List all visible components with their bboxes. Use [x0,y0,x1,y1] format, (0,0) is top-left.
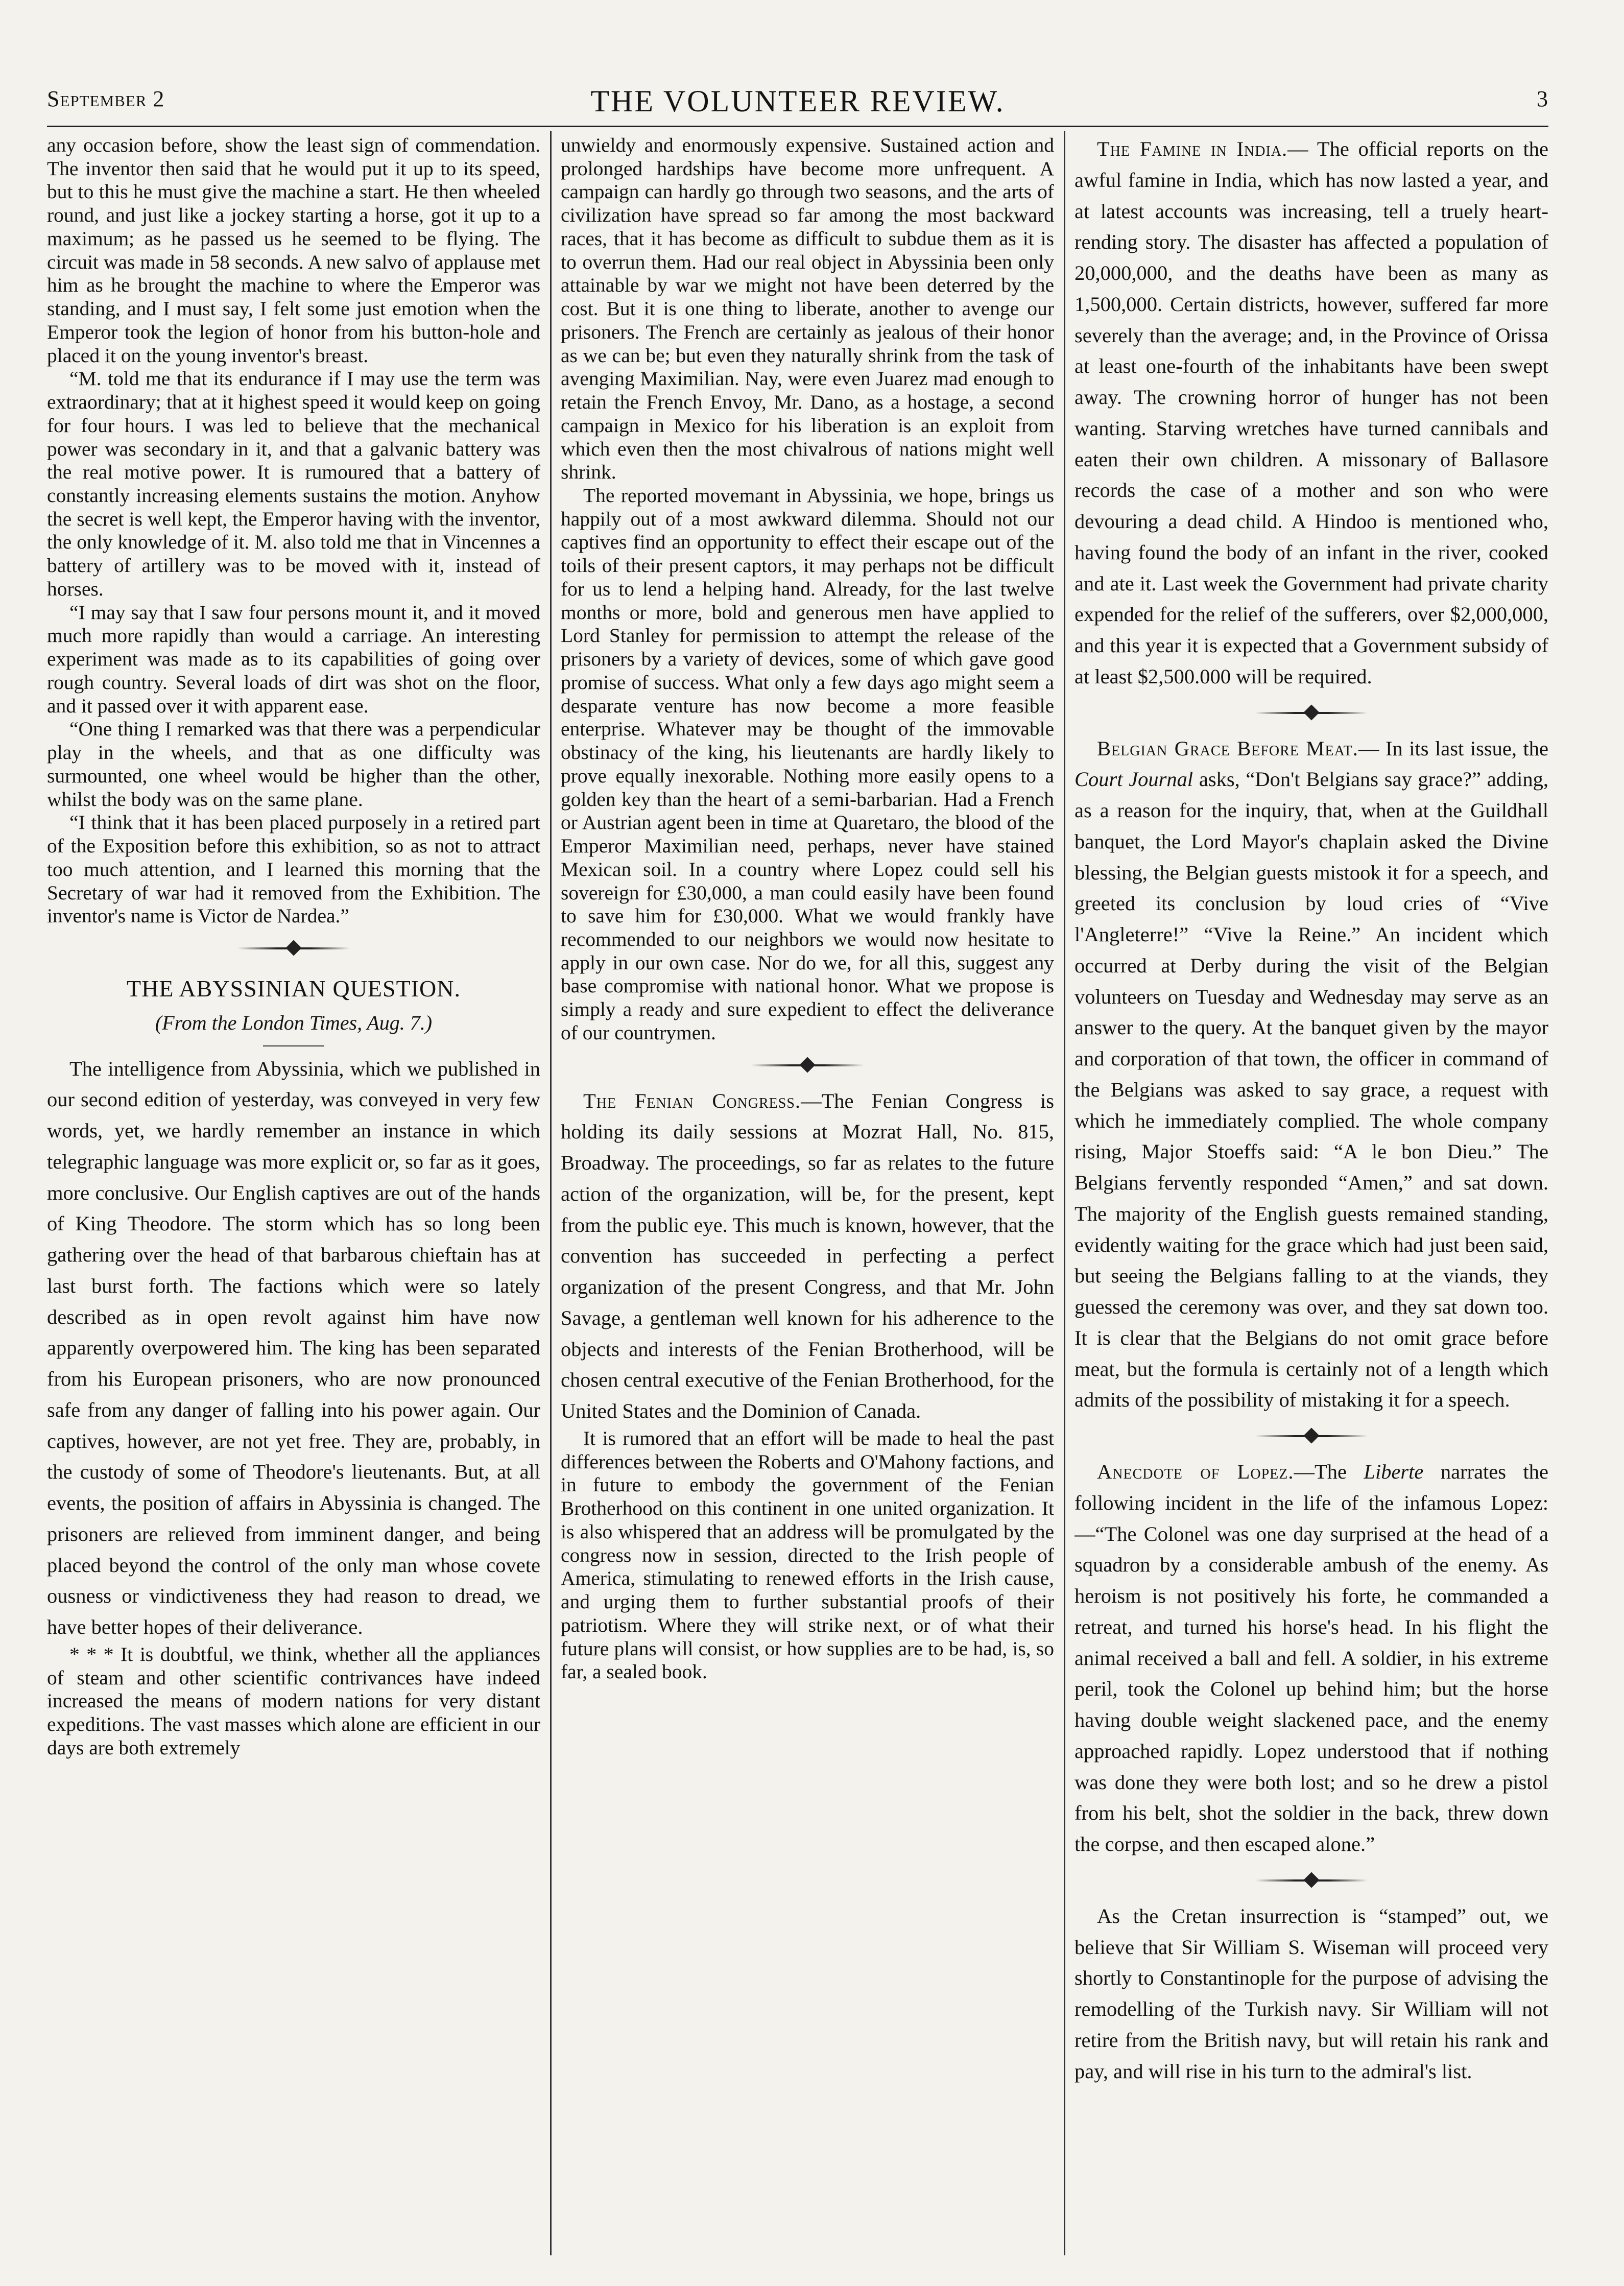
abyssinia-paragraph: * * * It is doubtful, we think, whether all the appliances of steam and other scientific contrivances have indeed increased the means of modern nations for very distant expeditions. The vast masses which alone are efficient in our days are both extremely [47,1642,540,1759]
lopez-body: —The [1294,1460,1364,1483]
cretan-paragraph: As the Cretan insurrection is “stamped” out, we believe that Sir William S. Wiseman will proceed very shortly to Constantinople for the purpose of advising the remodelling of the Turkish navy. Sir William will not retire from the British navy, but will retain his rank and pay, and will rise in his turn to the admiral's list. [1074,1904,1548,2083]
section-divider [1074,700,1548,726]
fenian-paragraph [561,1086,1054,1427]
lopez-heading: Anecdote of Lopez. [1097,1460,1294,1483]
article-heading: THE ABYSSINIAN QUESTION. [127,975,461,1002]
lopez-body: narrates the following incident in the life of the infamous Lopez:—“The Colonel was one day surprised at the head of a squadron by a considerable ambush of the enemy. As heroism is not positively his forte, he commanded a retreat, and turned his horse's head. In his flight the animal received a ball and fell. A soldier, in his extreme peril, took the Colonel up behind him; but the horse having double weight slackened pace, and the enemy approached rapidly. Lopez understood that if nothing was done they were both lost; and so he drew a pistol from his belt, shot the soldier in the back, threw down the corpse, and then escaped alone.” [1074,1460,1548,1855]
column-divider [550,131,552,2255]
belgian-body: — In its last issue, the [1358,736,1548,760]
header-rule [47,126,1548,127]
issue-date: September 2 [47,86,165,111]
article-source: (From the London Times, Aug. 7.) [155,1011,433,1035]
page-number: 3 [1537,86,1548,111]
velocipede-paragraph: “M. told me that its endurance if I may use the term was extraordinary; that at it highest speed it would keep on going for four hours. I was led to believe that the mechanical power was secondary in it, and that a galvanic battery was the real motive power. It is rumoured that a battery of constantly increasing elements sustains the motion. Anyhow the secret is well kept, the Emperor having with the inventor, the only knowledge of it. M. also told me that in Vincennes a battery of artillery was to be moved with it, instead of horses. [47,367,540,600]
column-1 [47,134,540,2269]
velocipede-paragraph: “I think that it has been placed purposely in a retired part of the Exposition before this exhibition, so as not to attract too much attention, and I learned this morning that the Secretary of war had it removed from the Exhibition. The inventor's name is Victor de Nardea.” [47,811,540,927]
belgian-paragraph [1074,733,1548,1416]
velocipede-paragraph: “One thing I remarked was that there was a perpendicular play in the wheels, and that as one difficulty was surmounted, one wheel would be higher than the other, whilst the body was on the same plane. [47,718,540,811]
fenian-body: —The Fenian Congress is holding its daily sessions at Mozrat Hall, No. 815, Broadway. The proceedings, so far as relates to the future action of the organization, will be, for the present, kept from the public eye. This much is known, however, that the convention has succeeded in perfecting a perfect organization of the present Congress, and that Mr. John Savage, a gentleman well known for his adherence to the objects and interests of the Fenian Brotherhood, will be chosen central executive of the Fenian Brotherhood, for the United States and the Dominion of Canada. [561,1089,1054,1423]
abyssinia-paragraph: unwieldy and enormously expensive. Sustained action and prolonged hardships have become more unfrequent. A campaign can hardly go through two seasons, and the arts of civilization have spread so far among the most backward races, that it has become as difficult to subdue them as it is to overrun them. Had our real object in Abyssinia been only attainable by war we might not have been deterred by the cost. But it is one thing to liberate, another to avenge our prisoners. The French are certainly as jealous of their honor as we can be; but even they naturally shrink from the task of avenging Maximilian. Nay, were even Juarez mad enough to retain the French Envoy, Mr. Dano, as a hostage, a second campaign in Mexico for his liberation is an exploit from which even then the most chivalrous of nations might well shrink. [561,134,1054,484]
section-divider [1074,1867,1548,1894]
heading-rule [263,1045,324,1046]
belgian-body: asks, “Don't Belgians say grace?” adding, as a reason for the inquiry, that, when at the Guildhall banquet, the Lord Mayor's chaplain asked the Divine blessing, the Belgian guests mistook it for a speech, and greeted its conclusion by loud cries of “Vive l'Angleterre!” “Vive la Reine.” An incident which occurred at Derby during the visit of the Belgian volunteers on Tuesday and Wednesday may serve as an answer to the query. At the banquet given by the mayor and corporation of that town, the officer in command of the Belgians was asked to say grace, a request with which he immediately complied. The whole company rising, Major Stoeffs said: “A le bon Dieu.” The Belgians fervently responded “Amen,” and sat down. The majority of the English guests remained standing, evidently waiting for the grace which had just been said, but seeing the Belgians falling to at the viands, they guessed the ceremony was over, and they sat down too. It is clear that the Belgians do not omit grace before meat, but the formula is certainly not of a length which admits of the possibility of mistaking it for a speech. [1074,768,1548,1412]
column-3 [1074,134,1548,2269]
court-journal-title: Court Journal [1074,768,1193,791]
abyssinia-paragraph: The reported movemant in Abyssinia, we hope, brings us happily out of a most awkward dilemma. Should not our captives find an opportunity to effect their escape out of the toils of their present captors, it may perhaps not be difficult for us to lend a helping hand. Already, for the last twelve months or more, bold and generous men have applied to Lord Stanley for permission to attempt the release of the prisoners by a variety of devices, some of which gave good promise of success. What only a few days ago might seem a desparate venture has now become a more feasible enterprise. Whatever may be thought of the immovable obstinacy of the king, his lieutenants are hardly likely to prove equally inexorable. Nothing more easily opens to a golden key than the heart of a semi-barbarian. Had a French or Austrian agent been in time at Quaretaro, the blood of the Emperor Maximilian need, perhaps, never have stained Mexican soil. In a country where Lopez could sell his sovereign for £30,000, a man could easily have been found to save him for £30,000. What we would frankly have recommended to our neighbors we would now hesitate to apply in our own case. Nor do we, for all this, suggest any base compromise with national honor. What we propose is simply a ready and sure expedient to effect the deliverance of our countrymen. [561,484,1054,1044]
liberte-title: Liberte [1364,1460,1424,1483]
fenian-paragraph: It is rumored that an effort will be made to heal the past differences between the Roberts and O'Mahony factions, and in future to embody the government of the Fenian Brotherhood on this continent in one united organization. It is also whispered that an address will be promulgated by the congress now in session, directed to the Irish people of America, stimulating to renewed efforts in the Irish cause, and urging them to further substantial proofs of their patriotism. Where they will strike next, or of what their future plans will consist, or how supplies are to be had, is, so far, a sealed book. [561,1426,1054,1683]
section-divider [561,1052,1054,1079]
newspaper-title: THE VOLUNTEER REVIEW. [590,84,1005,118]
fenian-heading: The Fenian Congress. [583,1089,801,1112]
famine-heading: The Famine in India. [1097,137,1288,160]
page-header [47,86,1548,122]
column-divider [1064,131,1065,2255]
section-divider [47,935,540,962]
velocipede-paragraph: any occasion before, show the least sign of commendation. The inventor then said that he would put it up to its speed, but to this he must give the machine a start. He then wheeled round, and just like a jockey starting a horse, got it up to a maximum; as he passed us he seemed to be flying. The circuit was made in 58 seconds. A new salvo of applause met him as he brought the machine to where the Emperor was standing, and I must say, I felt some just emotion when the Emperor took the legion of honor from his button-hole and placed it on the young inventor's breast. [47,134,540,367]
column-2 [561,134,1054,2269]
lopez-paragraph [1074,1457,1548,1860]
belgian-heading: Belgian Grace Before Meat. [1097,736,1358,760]
velocipede-paragraph: “I may say that I saw four persons mount it, and it moved much more rapidly than would a carriage. An interesting experiment was made as to its capabilities of going over rough country. Several loads of dirt was shot on the floor, and it passed over it with apparent ease. [47,601,540,717]
famine-body: — The official reports on the awful famine in India, which has now lasted a year, and at latest accounts was increasing, tell a truely heart-rending story. The disaster has affected a population of 20,000,000, and the deaths have been as many as 1,500,000. Certain districts, however, suffered far more severely than the average; and, in the Province of Orissa at least one-fourth of the inhabitants have been swept away. The crowning horror of hunger has not been wanting. Starving wretches have turned cannibals and eaten their own children. A missonary of Ballasore records the case of a mother and son who were devouring a dead child. A Hindoo is mentioned who, having found the body of an infant in the river, cooked and ate it. Last week the Government had private charity expended for the relief of the sufferers, over $2,000,000, and this year it is expected that a Government subsidy of at least $2,500.000 will be required. [1074,137,1548,688]
famine-paragraph [1074,134,1548,693]
abyssinia-paragraph: The intelligence from Abyssinia, which we published in our second edition of yesterday, was conveyed in very few words, yet, we hardly remember an instance in which telegraphic language was more explicit or, so far as it goes, more conclusive. Our English captives are out of the hands of King Theodore. The storm which has so long been gathering over the head of that barbarous chieftain has at last burst forth. The factions which were so lately described as in open revolt against him have now apparently overpowered him. The king has been separated from his European prisoners, who are now pronounced safe from any danger of falling into his power again. Our captives, however, are not yet free. They are, probably, in the custody of some of Theodore's lieutenants. But, at all events, the position of affairs in Abyssinia is changed. The prisoners are relieved from imminent danger, and being placed beyond the control of the only man whose covete ousness or vindictiveness they had reason to dread, we have better hopes of their deliverance. [47,1057,540,1639]
section-divider [1074,1423,1548,1449]
